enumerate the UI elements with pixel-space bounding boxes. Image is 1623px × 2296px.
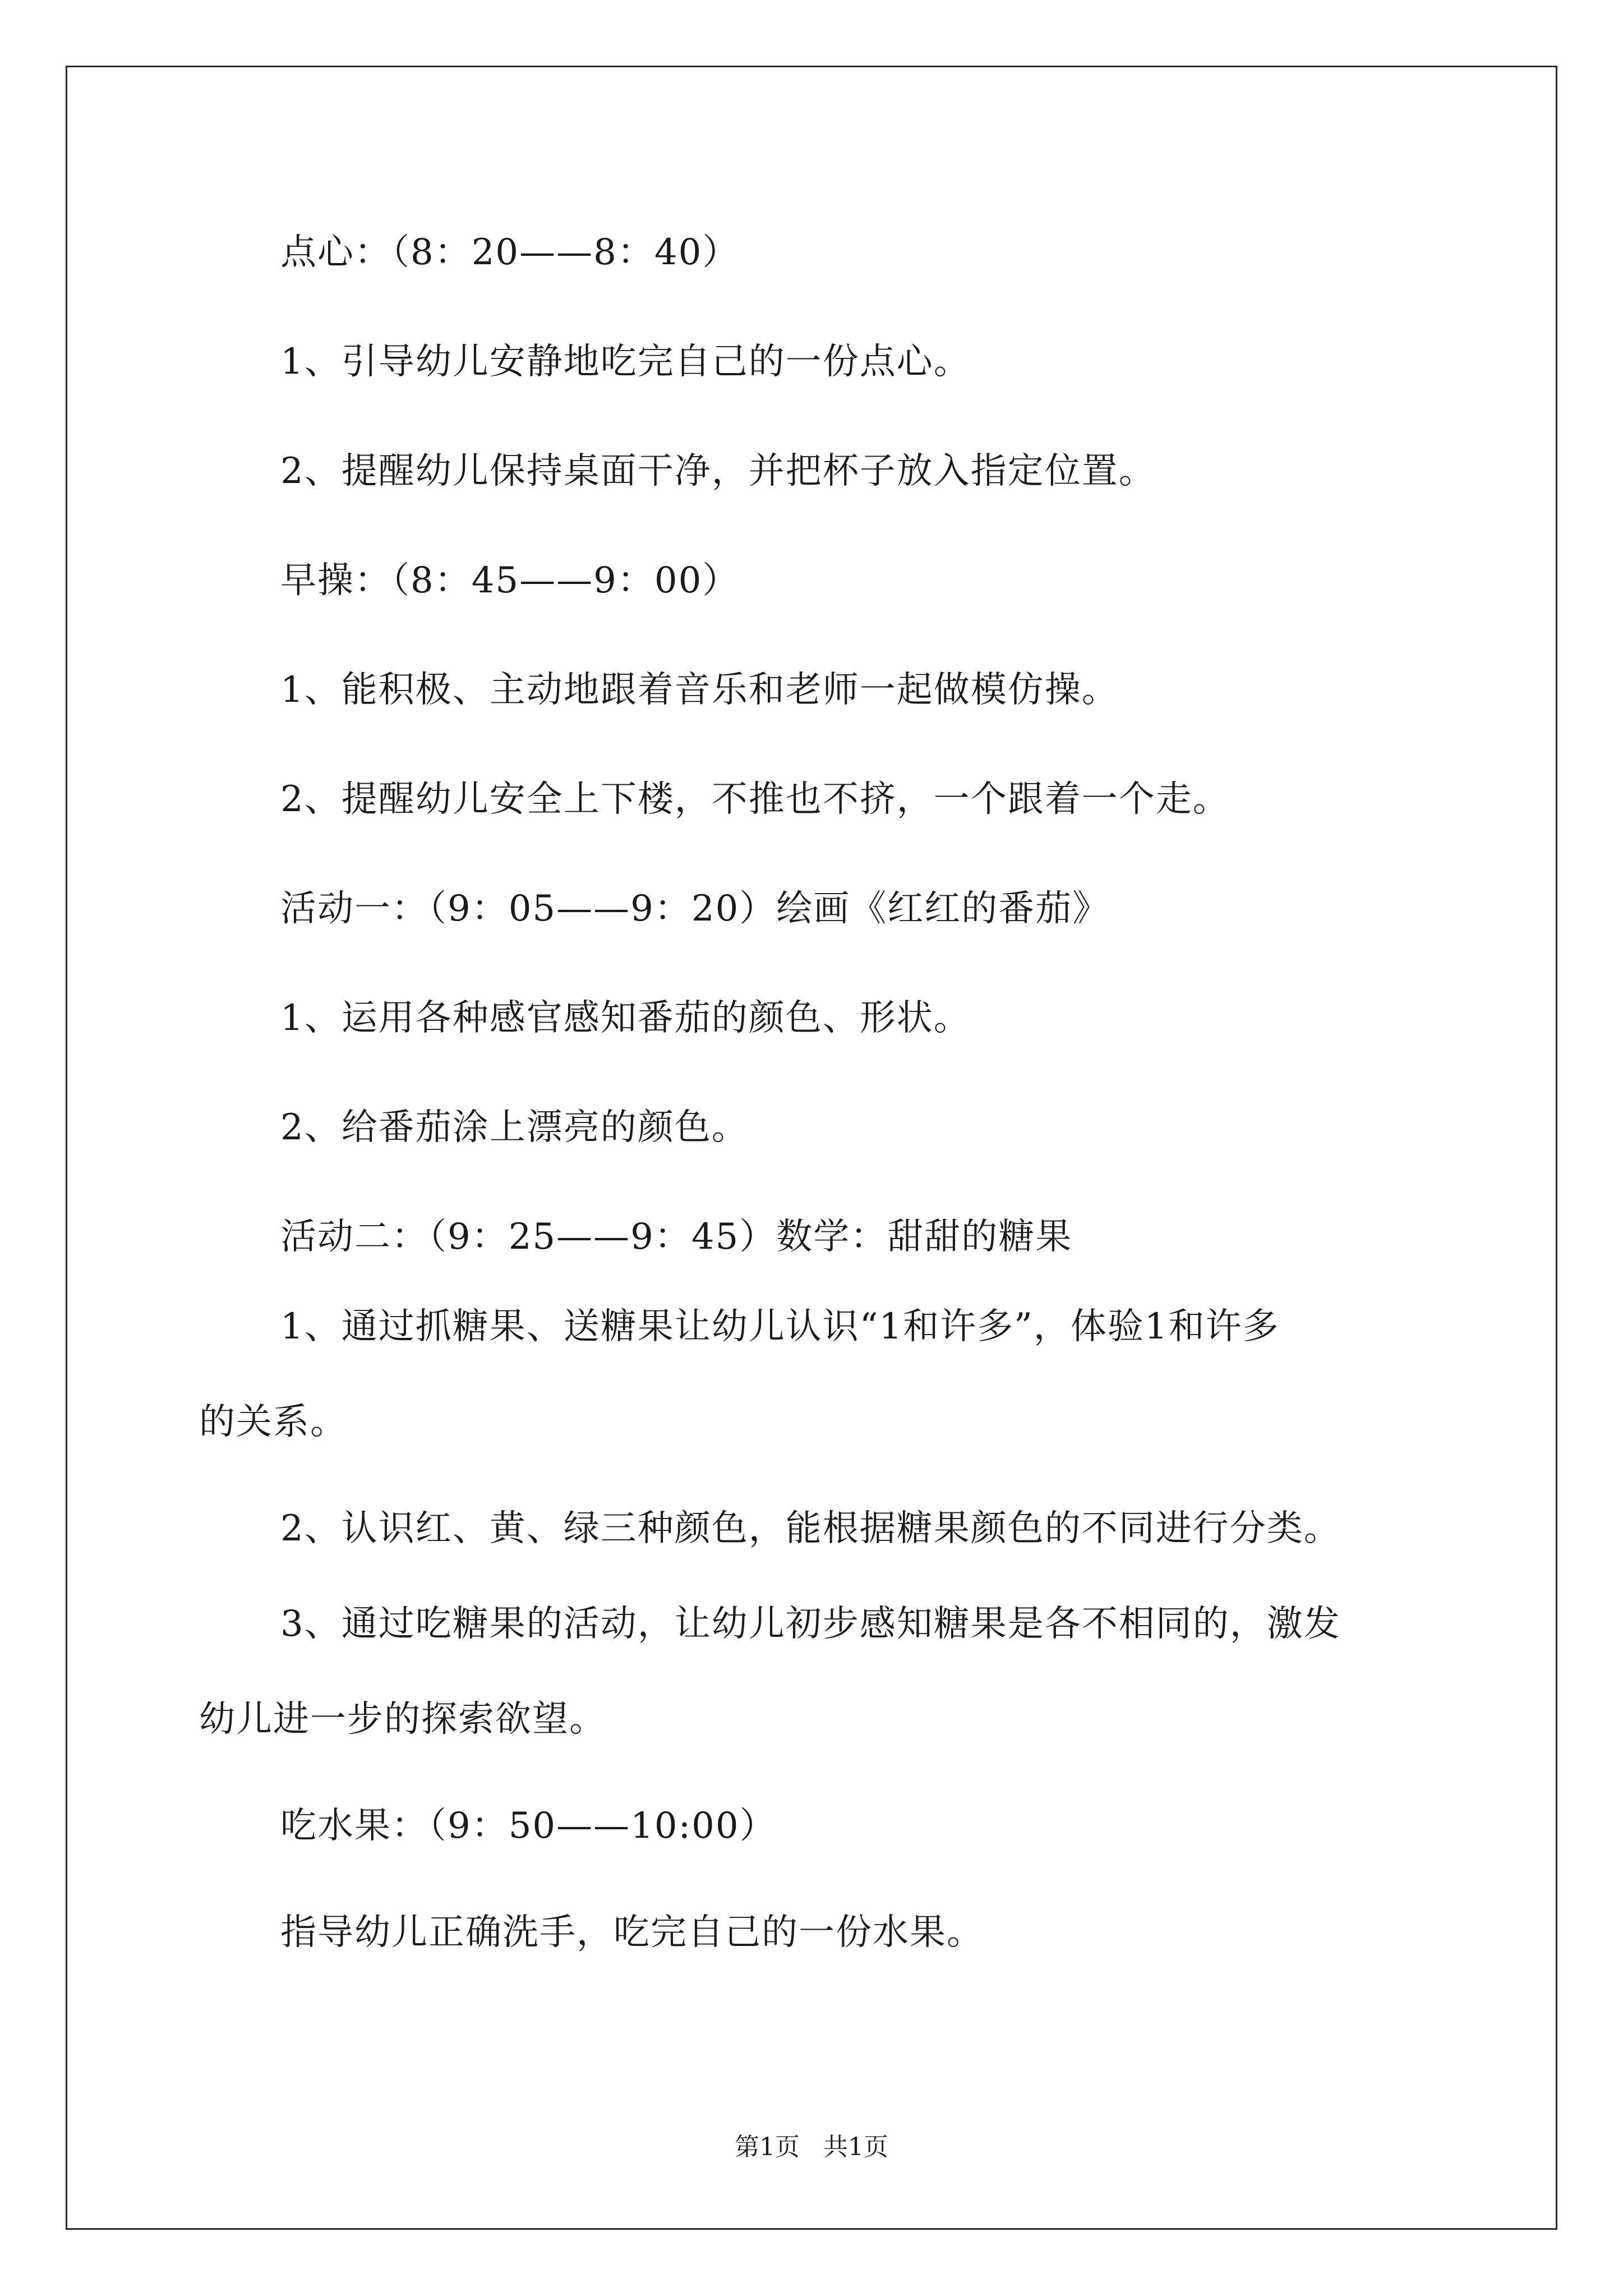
section-heading-snack: 点心：（8：20——8：40） — [280, 232, 740, 273]
paragraph-line: 2、给番茄涂上漂亮的颜色。 — [280, 1107, 749, 1148]
paragraph-line: 2、提醒幼儿安全上下楼，不推也不挤，一个跟着一个走。 — [280, 779, 1230, 820]
paragraph-line: 指导幼儿正确洗手，吃完自己的一份水果。 — [280, 1912, 984, 1953]
paragraph-line: 的关系。 — [199, 1401, 347, 1443]
paragraph-line: 1、运用各种感官感知番茄的颜色、形状。 — [280, 997, 971, 1039]
page-number-footer: 第1页 共1页 — [735, 2133, 888, 2161]
paragraph-line: 2、提醒幼儿保持桌面干净，并把杯子放入指定位置。 — [280, 450, 1156, 492]
section-heading-exercise: 早操：（8：45——9：00） — [280, 560, 740, 601]
paragraph-line: 1、引导幼儿安静地吃完自己的一份点心。 — [280, 341, 971, 383]
paragraph-line: 2、认识红、黄、绿三种颜色，能根据糖果颜色的不同进行分类。 — [280, 1508, 1341, 1549]
section-heading-activity2: 活动二：（9：25——9：45）数学：甜甜的糖果 — [280, 1216, 1073, 1258]
paragraph-line: 1、能积极、主动地跟着音乐和老师一起做模仿操。 — [280, 669, 1119, 711]
paragraph-line: 幼儿进一步的探索欲望。 — [199, 1699, 606, 1740]
section-heading-fruit: 吃水果：（9：50——10:00） — [280, 1805, 777, 1847]
section-heading-activity1: 活动一：（9：05——9：20）绘画《红红的番茄》 — [280, 888, 1110, 930]
paragraph-line: 1、通过抓糖果、送糖果让幼儿认识“1和许多”，体验1和许多 — [280, 1306, 1280, 1347]
paragraph-line: 3、通过吃糖果的活动，让幼儿初步感知糖果是各不相同的，激发 — [280, 1603, 1341, 1645]
